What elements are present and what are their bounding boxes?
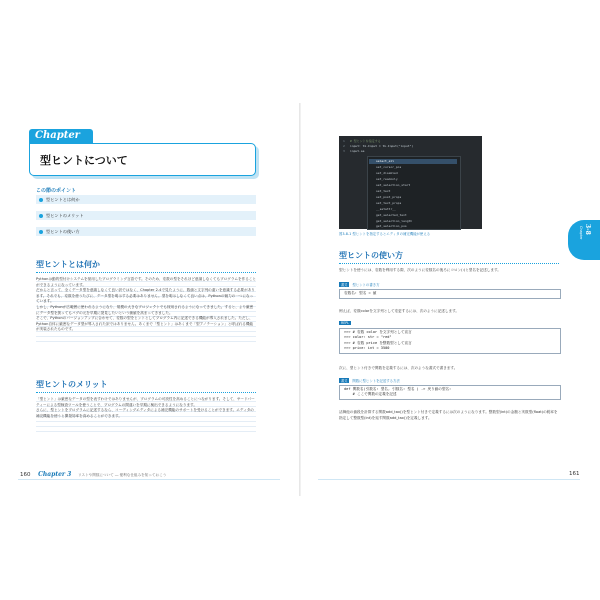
function-label: 書式 関数に型ヒントを記述する方法 bbox=[341, 379, 400, 383]
point-item: 型ヒントの使い方 bbox=[36, 227, 256, 236]
footer-rule-left bbox=[18, 479, 280, 480]
chapter-side-tab: Chapter 3-8 bbox=[568, 220, 600, 260]
suggestion-item: get_selection_pos bbox=[376, 224, 407, 228]
closing-paragraph: 活舞他の値段を計算する関数add_tax()を型ヒント付きで定義するには次のようになります。整数型(int)の金額と実数型(float)の税率を指定して整数型(int)を返す関数add_tax()を定義します。 bbox=[339, 410, 558, 420]
bullet-icon bbox=[39, 198, 43, 202]
repl-code-box: >>> # 変数 color を文字列として宣言 >>> color: str = "red" >>> # 変数 price を整数型として宣言 >>> price: int = 3500 bbox=[339, 328, 561, 354]
section2-heading: 型ヒントのメリット bbox=[36, 380, 108, 389]
suggestion-item: set_post_props bbox=[376, 195, 402, 199]
suggestion-item: set_cursor_pos bbox=[376, 165, 402, 169]
usage-rule bbox=[339, 263, 559, 264]
function-code-box: def 関数名(引数名: 型名, 引数名: 型名 ) -> 戻り値の型名: # ここで関数の定義を記述 bbox=[339, 385, 561, 400]
section-title: 型ヒントについて bbox=[40, 154, 128, 167]
paragraph: しかし、Pythonが広範囲に使われるようになり、規模の大きなプロジェクトでも採用されるようになってきました。すると、より厳密にデータ型を扱ってもバグの元を早期に発見したいという価値を高まってきました。 bbox=[36, 304, 254, 315]
usage-heading: 型ヒントの使い方 bbox=[339, 251, 403, 260]
repl-label bbox=[339, 321, 354, 325]
syntax-code-box: 変数名: 型名 = 値 bbox=[339, 289, 561, 299]
section2-rule bbox=[36, 392, 256, 393]
suggestion-item: set_text_props bbox=[376, 201, 402, 205]
book-gutter bbox=[299, 103, 301, 496]
section2-body bbox=[36, 397, 256, 433]
function-tag: 書式 bbox=[341, 379, 348, 383]
point-item: 型ヒントのメリット bbox=[36, 211, 256, 220]
paragraph: そこで、Pythonのバージョンアップに合わせて、変数の型をヒントとしてプログラム内に記述できる機能が導入されました。ただし、Python自体に厳密なデータ型が導入された訳ではありません。あくまで「型ヒント」はあくまで「型アノテーション」と呼ばれる機能が実装されたものです。 bbox=[36, 316, 254, 332]
paragraph: 「型ヒント」は厳密なデータの型を表すわけではありませんが、プログラムの可読性を高めることにつながります。そして、サードパーティーによる型検査ツールを使うことで、プログラムの間違いを早期に検出できるようになります。 bbox=[36, 397, 255, 407]
paragraph: だからと言って、全くデータ型を意識しなくて良い訳ではなく、Chapter 2-4で見たように、数値と文字列の違いを意識する必要があります。それでも、変数を使うたびに、データ型を明示する必要はありません。型を明示しなくて良い点は、Pythonの魅力の一つになっています。 bbox=[36, 288, 255, 304]
suggestion-item: get_selected_text bbox=[376, 213, 407, 217]
section1-heading: 型ヒントとは何か bbox=[36, 260, 100, 269]
bullet-icon bbox=[39, 230, 43, 234]
example-paragraph: 例えば、変数colorを文字列として変更するには、次のように記述します。 bbox=[339, 309, 459, 313]
paragraph: Pythonは動的型付けシステムを採用したプログラミング言語です。そのため、変数の型をそれほど意識しなくてもプログラムを作ることができるようになっています。 bbox=[36, 277, 256, 287]
suggestion-item: __setattr__ bbox=[376, 207, 396, 211]
suggestion-item: set_disabled bbox=[376, 171, 398, 175]
paragraph: さらに、型ヒントをプログラムに記述するなら、コーディングエディタによる補完機能のサポートを受けることができます。エディタの補完機能を使うと開発効率を高めることができます。 bbox=[36, 408, 254, 418]
suggestion-item: get_selection_length bbox=[376, 219, 413, 223]
autocomplete-popup bbox=[367, 156, 461, 230]
section1-rule bbox=[36, 272, 256, 273]
chapter-tab: Chapter bbox=[29, 129, 93, 143]
bullet-icon bbox=[39, 214, 43, 218]
syntax-tag: 書式 bbox=[341, 283, 348, 287]
page-number-right: 161 bbox=[569, 471, 580, 477]
section-title-box bbox=[29, 143, 256, 176]
book-spread bbox=[0, 103, 600, 496]
footer-rule-right bbox=[318, 479, 580, 480]
repl-tag: REPL bbox=[341, 321, 349, 325]
section1-body bbox=[36, 277, 256, 345]
suggestion-item: set_readonly bbox=[376, 177, 398, 181]
suggestion-item: set_selection_start bbox=[376, 183, 411, 187]
function-paragraph: 次に、型ヒント付きで関数を定義するには、次のような書式で書きます。 bbox=[339, 366, 458, 370]
footer-chapter-title: リストや関数について ― 便利な仕組みを知っておこう bbox=[77, 473, 167, 477]
editor-screenshot: 1 2 3 # 型ヒントを指定する input: tk.Input = tk.Input("input") input.se select_all set_cursor_pos set_disabled set_readonly set_selection_start set_text set_post_props set_text_props __setattr__ get_selected_text get_selection_length get_selection_pos bbox=[339, 136, 482, 229]
syntax-label: 書式 型ヒントの書き方 bbox=[341, 283, 380, 287]
suggestion-item: set_text bbox=[376, 189, 391, 193]
footer-chapter: Chapter 3 bbox=[38, 471, 72, 478]
point-item: 型ヒントとは何か bbox=[36, 195, 256, 204]
footer-left bbox=[20, 471, 166, 478]
intro-paragraph: 型ヒントを使うには、変数を利用する際、次のように変数名の後ろにコロン(:)と型名を記述します。 bbox=[339, 268, 501, 272]
points-heading: この節のポイント bbox=[36, 188, 77, 194]
suggestion-item: select_all bbox=[376, 159, 395, 163]
figure-caption: 図3-8-1 型ヒントを指定するとエディタの補完機能が使える bbox=[339, 232, 431, 236]
page-number-left: 160 bbox=[20, 472, 31, 478]
